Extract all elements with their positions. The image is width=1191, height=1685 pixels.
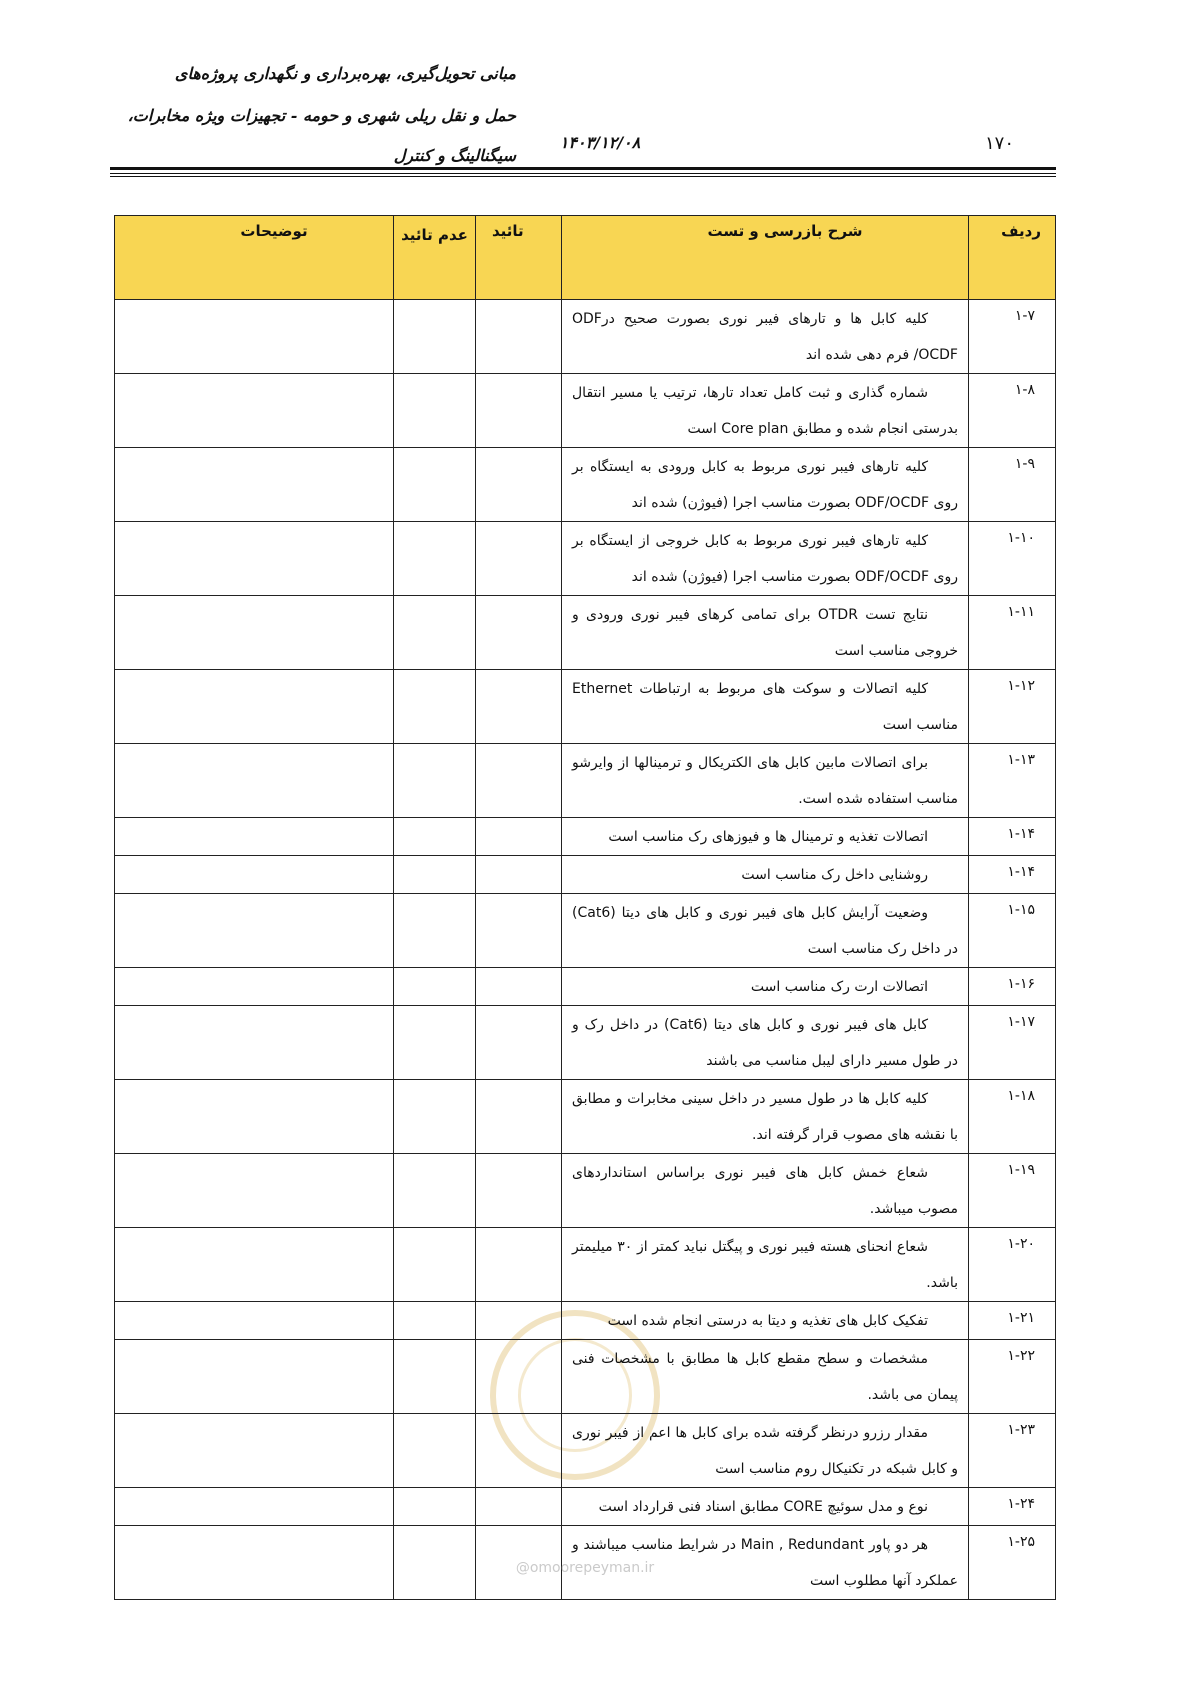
not-approved-cell[interactable] (394, 1080, 476, 1154)
notes-cell[interactable] (115, 894, 394, 968)
not-approved-cell[interactable] (394, 374, 476, 448)
not-approved-cell[interactable] (394, 1302, 476, 1340)
approved-cell[interactable] (476, 1302, 562, 1340)
notes-cell[interactable] (115, 1302, 394, 1340)
table-row (115, 744, 1056, 818)
row-number-cell: ۱-۱۷ (969, 1006, 1056, 1080)
row-description-cell: وضعیت آرایش کابل های فیبر نوری و کابل های دیتا (Cat6) در داخل رک مناسب است (562, 894, 969, 968)
row-description-cell: اتصالات تغذیه و ترمینال ها و فیوزهای رک مناسب است (562, 818, 969, 856)
row-number-cell: ۱-۲۱ (969, 1302, 1056, 1340)
notes-cell[interactable] (115, 856, 394, 894)
row-number-cell: ۱-۲۳ (969, 1414, 1056, 1488)
row-description-cell: کلیه اتصالات و سوکت های مربوط به ارتباطات Ethernet مناسب است (562, 670, 969, 744)
row-number-cell: ۱-۱۱ (969, 596, 1056, 670)
notes-cell[interactable] (115, 596, 394, 670)
notes-cell[interactable] (115, 818, 394, 856)
row-number-cell: ۱-۱۵ (969, 894, 1056, 968)
not-approved-cell[interactable] (394, 1228, 476, 1302)
header-title-line-1: مبانی تحویل‌گیری، بهره‌برداری و نگهداری پروژه‌های (174, 64, 516, 83)
header-rule (110, 167, 1056, 170)
header-title-line-2: حمل و نقل ریلی شهری و حومه - تجهیزات ویژه مخابرات، (127, 106, 516, 125)
not-approved-cell[interactable] (394, 1340, 476, 1414)
row-description-cell: نوع و مدل سوئیچ CORE مطابق اسناد فنی قرارداد است (562, 1488, 969, 1526)
table-row (115, 1302, 1056, 1340)
approved-cell[interactable] (476, 1340, 562, 1414)
notes-cell[interactable] (115, 670, 394, 744)
row-number-cell: ۱-۱۴ (969, 818, 1056, 856)
row-description-cell: تفکیک کابل های تغذیه و دیتا به درستی انجام شده است (562, 1302, 969, 1340)
notes-cell[interactable] (115, 1154, 394, 1228)
header-approved: تائید (476, 216, 562, 300)
row-description-cell: مشخصات و سطح مقطع کابل ها مطابق با مشخصات فنی پیمان می باشد. (562, 1340, 969, 1414)
row-number-cell: ۱-۲۵ (969, 1526, 1056, 1600)
page-number: ۱۷۰ (985, 133, 1015, 154)
row-description-cell: کلیه کابل ها و تارهای فیبر نوری بصورت صحیح درODF /OCDF فرم دهی شده اند (562, 300, 969, 374)
not-approved-cell[interactable] (394, 856, 476, 894)
not-approved-cell[interactable] (394, 522, 476, 596)
notes-cell[interactable] (115, 1414, 394, 1488)
row-description-cell: شماره گذاری و ثبت کامل تعداد تارها، ترتیب یا مسیر انتقال بدرستی انجام شده و مطابق Core plan است (562, 374, 969, 448)
table-row (115, 1154, 1056, 1228)
not-approved-cell[interactable] (394, 596, 476, 670)
not-approved-cell[interactable] (394, 894, 476, 968)
row-number-cell: ۱-۱۰ (969, 522, 1056, 596)
table-row (115, 1228, 1056, 1302)
notes-cell[interactable] (115, 1080, 394, 1154)
row-description-cell: نتایج تست OTDR برای تمامی کرهای فیبر نوری ورودی و خروجی مناسب است (562, 596, 969, 670)
not-approved-cell[interactable] (394, 818, 476, 856)
notes-cell[interactable] (115, 1488, 394, 1526)
table-row (115, 300, 1056, 374)
row-description-cell: روشنایی داخل رک مناسب است (562, 856, 969, 894)
approved-cell[interactable] (476, 744, 562, 818)
header-rule (110, 173, 1056, 174)
table-row (115, 1340, 1056, 1414)
approved-cell[interactable] (476, 1228, 562, 1302)
table-row (115, 894, 1056, 968)
approved-cell[interactable] (476, 374, 562, 448)
not-approved-cell[interactable] (394, 448, 476, 522)
not-approved-cell[interactable] (394, 1006, 476, 1080)
notes-cell[interactable] (115, 522, 394, 596)
watermark-site: @omoorepeyman.ir (515, 1560, 655, 1576)
row-number-cell: ۱-۱۸ (969, 1080, 1056, 1154)
not-approved-cell[interactable] (394, 1414, 476, 1488)
row-number-cell: ۱-۱۹ (969, 1154, 1056, 1228)
notes-cell[interactable] (115, 300, 394, 374)
approved-cell[interactable] (476, 968, 562, 1006)
not-approved-cell[interactable] (394, 300, 476, 374)
not-approved-cell[interactable] (394, 1526, 476, 1600)
notes-cell[interactable] (115, 448, 394, 522)
notes-cell[interactable] (115, 1228, 394, 1302)
table-row (115, 670, 1056, 744)
not-approved-cell[interactable] (394, 968, 476, 1006)
inspection-table (114, 215, 1056, 1600)
not-approved-cell[interactable] (394, 1488, 476, 1526)
notes-cell[interactable] (115, 1340, 394, 1414)
approved-cell[interactable] (476, 1006, 562, 1080)
notes-cell[interactable] (115, 1526, 394, 1600)
table-row (115, 968, 1056, 1006)
notes-cell[interactable] (115, 1006, 394, 1080)
row-number-cell: ۱-۸ (969, 374, 1056, 448)
approved-cell[interactable] (476, 670, 562, 744)
table-row (115, 1488, 1056, 1526)
row-number-cell: ۱-۲۰ (969, 1228, 1056, 1302)
row-description-cell: کابل های فیبر نوری و کابل های دیتا (Cat6) در داخل رک و در طول مسیر دارای لیبل مناسب می باشند (562, 1006, 969, 1080)
approved-cell[interactable] (476, 1488, 562, 1526)
header-not-approved: عدم تائید (394, 216, 476, 300)
not-approved-cell[interactable] (394, 1154, 476, 1228)
row-number-cell: ۱-۹ (969, 448, 1056, 522)
header-title-line-3: سیگنالینگ و کنترل (393, 146, 516, 165)
notes-cell[interactable] (115, 374, 394, 448)
table-row (115, 1006, 1056, 1080)
row-description-cell: کلیه کابل ها در طول مسیر در داخل سینی مخابرات و مطابق با نقشه های مصوب قرار گرفته اند. (562, 1080, 969, 1154)
table-header-row (115, 216, 1056, 300)
approved-cell[interactable] (476, 1154, 562, 1228)
row-description-cell: برای اتصالات مابین کابل های الکتریکال و ترمینالها از وایرشو مناسب استفاده شده است. (562, 744, 969, 818)
approved-cell[interactable] (476, 596, 562, 670)
row-description-cell: کلیه تارهای فیبر نوری مربوط به کابل خروجی از ایستگاه بر روی ODF/OCDF بصورت مناسب اجرا (فیوژن) شده اند (562, 522, 969, 596)
table-row (115, 818, 1056, 856)
notes-cell[interactable] (115, 744, 394, 818)
row-description-cell: اتصالات ارت رک مناسب است (562, 968, 969, 1006)
approved-cell[interactable] (476, 1414, 562, 1488)
approved-cell[interactable] (476, 300, 562, 374)
row-description-cell: شعاع خمش کابل های فیبر نوری براساس استانداردهای مصوب میباشد. (562, 1154, 969, 1228)
row-description-cell: شعاع انحنای هسته فیبر نوری و پیگتل نباید کمتر از ۳۰ میلیمتر باشد. (562, 1228, 969, 1302)
table-row (115, 448, 1056, 522)
header-notes: توضیحات (115, 216, 394, 300)
row-number-cell: ۱-۱۲ (969, 670, 1056, 744)
not-approved-cell[interactable] (394, 670, 476, 744)
row-description-cell: مقدار رزرو درنظر گرفته شده برای کابل ها اعم از فیبر نوری و کابل شبکه در تکنیکال روم مناسب است (562, 1414, 969, 1488)
approved-cell[interactable] (476, 894, 562, 968)
notes-cell[interactable] (115, 968, 394, 1006)
table-row (115, 1080, 1056, 1154)
row-number-cell: ۱-۲۲ (969, 1340, 1056, 1414)
table-row (115, 374, 1056, 448)
header-description: شرح بازرسی و تست (562, 216, 969, 300)
header-row-no: ردیف (969, 216, 1056, 300)
table-row (115, 522, 1056, 596)
table-row (115, 596, 1056, 670)
approved-cell[interactable] (476, 448, 562, 522)
row-number-cell: ۱-۱۳ (969, 744, 1056, 818)
header-rule (110, 176, 1056, 177)
header-date: ۱۴۰۳/۱۲/۰۸ (559, 133, 641, 152)
approved-cell[interactable] (476, 856, 562, 894)
row-description-cell: کلیه تارهای فیبر نوری مربوط به کابل ورودی به ایستگاه بر روی ODF/OCDF بصورت مناسب اجرا (فیوژن) شده اند (562, 448, 969, 522)
approved-cell[interactable] (476, 522, 562, 596)
approved-cell[interactable] (476, 1080, 562, 1154)
row-number-cell: ۱-۲۴ (969, 1488, 1056, 1526)
approved-cell[interactable] (476, 818, 562, 856)
row-description-cell: هر دو پاور Main , Redundant در شرایط مناسب میباشند و عملکرد آنها مطلوب است (562, 1526, 969, 1600)
not-approved-cell[interactable] (394, 744, 476, 818)
row-number-cell: ۱-۱۶ (969, 968, 1056, 1006)
table-row (115, 1414, 1056, 1488)
row-number-cell: ۱-۷ (969, 300, 1056, 374)
table-row (115, 856, 1056, 894)
row-number-cell: ۱-۱۴ (969, 856, 1056, 894)
